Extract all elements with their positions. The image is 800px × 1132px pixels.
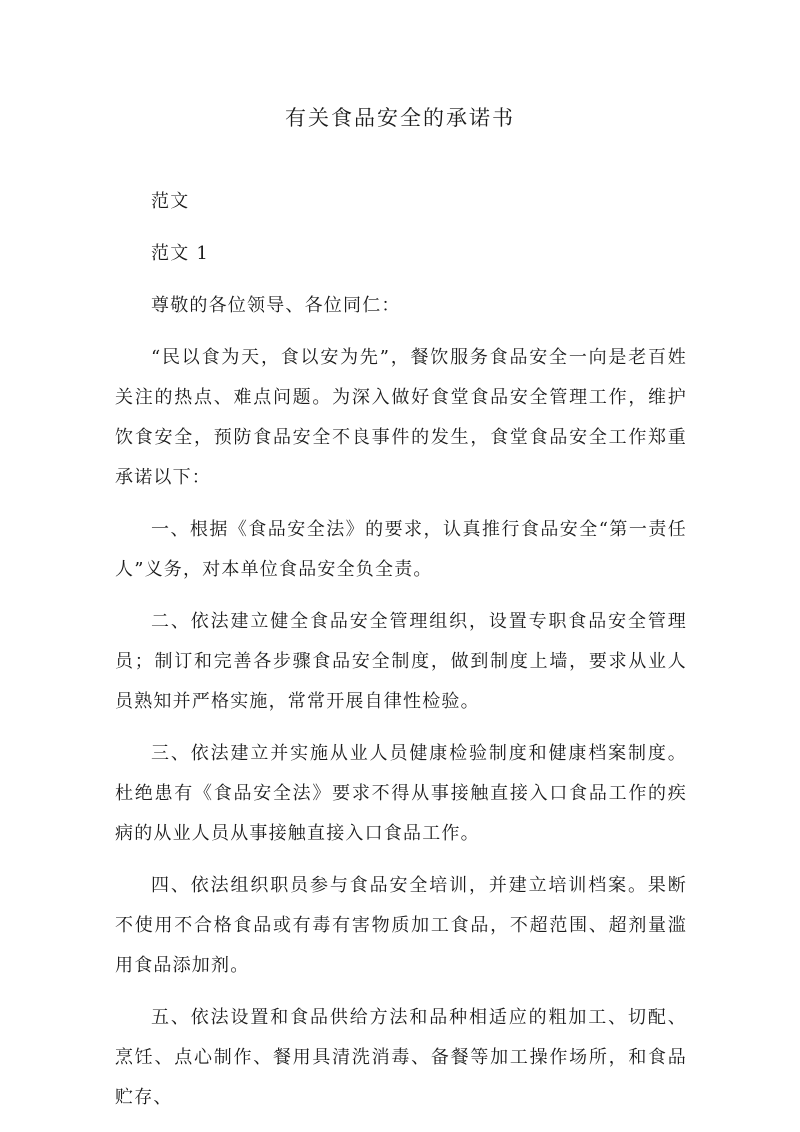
paragraph-intro: “民以食为天，食以安为先”，餐饮服务食品安全一向是老百姓关注的热点、难点问题。为深入做好食堂食品安全管理工作，维护饮食安全，预防食品安全不良事件的发生，食堂食品安全工作郑重承诺以下： (115, 347, 687, 488)
paragraph-item-5: 五、依法设置和食品供给方法和品种相适应的粗加工、切配、烹饪、点心制作、餐用具清洗消毒、备餐等加工操作场所，和食品贮存、 (115, 1007, 687, 1108)
paragraph-heading-fanwen-1: 范文 1 (151, 243, 209, 264)
paragraph-salutation: 尊敬的各位领导、各位同仁： (151, 295, 401, 316)
paragraph-heading-fanwen: 范文 (151, 191, 190, 212)
document-body (115, 182, 687, 1130)
paragraph-item-1: 一、根据《食品安全法》的要求，认真推行食品安全“第一责任人”义务，对本单位食品安全负全责。 (115, 519, 687, 580)
document-title: 有关食品安全的承诺书 (285, 106, 515, 130)
paragraph-item-2: 二、依法建立健全食品安全管理组织，设置专职食品安全管理员；制订和完善各步骤食品安全制度，做到制度上墙，要求从业人员熟知并严格实施，常常开展自律性检验。 (115, 611, 687, 712)
paragraph-item-4: 四、依法组织职员参与食品安全培训，并建立培训档案。果断不使用不合格食品或有毒有害物质加工食品，不超范围、超剂量滥用食品添加剂。 (115, 875, 687, 976)
paragraph-item-3: 三、依法建立并实施从业人员健康检验制度和健康档案制度。杜绝患有《食品安全法》要求不得从事接触直接入口食品工作的疾病的从业人员从事接触直接入口食品工作。 (115, 743, 687, 844)
